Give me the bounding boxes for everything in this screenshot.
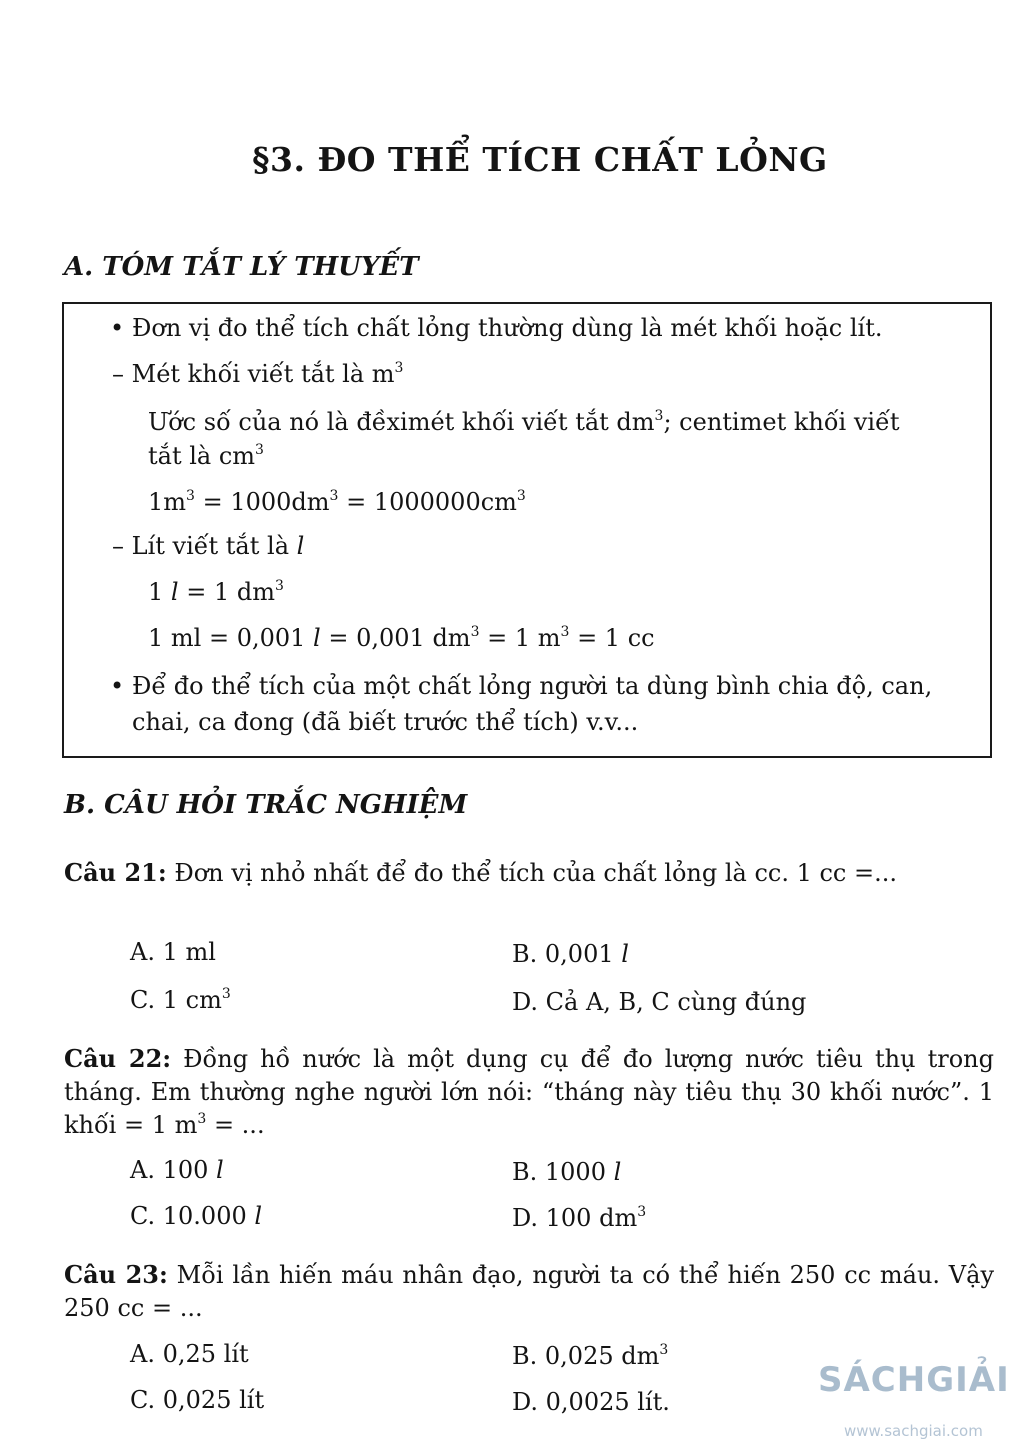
q23-option-a: A. 0,25 lít (130, 1340, 249, 1368)
q21-option-c: C. 1 $cm^3$ (130, 986, 231, 1014)
q22-option-d: D. 100 $dm^3$ (512, 1204, 647, 1232)
q22-option-a: A. 100 l (130, 1156, 224, 1184)
question-22: Câu 22: Đồng hồ nước là một dụng cụ để đo lượng nước tiêu thụ trong tháng. Em thường nghe người lớn nói: “tháng này tiêu thụ 30 khối nước”. 1 khối = 1 $m^3$ = ... (64, 1044, 995, 1139)
q21-option-a: A. 1 ml (130, 938, 216, 966)
theory-equation-1: $1m^3 = 1000dm^3 = 1000000cm^3$ (148, 488, 526, 516)
question-21: Câu 21: Đơn vị nhỏ nhất để đo thể tích của chất lỏng là cc. 1 cc =... (64, 858, 897, 887)
q23-option-c: C. 0,025 lít (130, 1386, 265, 1414)
watermark-logo: SÁCHGIẢI (818, 1360, 1010, 1400)
theory-cubic-meter: – Mét khối viết tắt là $m^3$ (112, 360, 404, 388)
theory-submultiples-cont: tắt là $cm^3$ (148, 442, 264, 470)
section-b-heading: B. CÂU HỎI TRẮC NGHIỆM (64, 790, 468, 820)
q21-option-d: D. Cả A, B, C cùng đúng (512, 988, 807, 1016)
theory-equation-3: 1 ml = 0,001 l = 0,001 $dm^3 = 1$ $m^3 = 1$ cc (148, 624, 655, 652)
watermark-url: www.sachgiai.com (844, 1422, 983, 1440)
theory-equation-2: 1 l = 1 $dm^3$ (148, 578, 284, 606)
theory-summary-box (62, 302, 992, 758)
q22-option-b: B. 1000 l (512, 1158, 622, 1186)
theory-bullet-2-cont: chai, ca đong (đã biết trước thể tích) v.v... (132, 708, 639, 736)
q21-option-b: B. 0,001 l (512, 940, 629, 968)
page-title: §3. ĐO THỂ TÍCH CHẤT LỎNG (252, 140, 828, 179)
bullet-icon: • (110, 672, 125, 700)
theory-submultiples: Ước số của nó là đềximét khối viết tắt $dm^3$; centimet khối viết (148, 408, 900, 436)
q23-option-b: B. 0,025 $dm^3$ (512, 1342, 669, 1370)
q23-option-d: D. 0,0025 lít. (512, 1388, 670, 1416)
site-watermark (818, 1360, 1024, 1448)
q22-option-c: C. 10.000 l (130, 1202, 263, 1230)
section-a-heading: A. TÓM TẮT LÝ THUYẾT (64, 252, 419, 282)
theory-bullet-1: • Đơn vị đo thể tích chất lỏng thường dùng là mét khối hoặc lít. (110, 314, 883, 342)
question-23: Câu 23: Mỗi lần hiến máu nhân đạo, người ta có thể hiến 250 cc máu. Vậy 250 cc = ... (64, 1260, 994, 1322)
bullet-icon: • (110, 314, 125, 342)
theory-bullet-2: • Để đo thể tích của một chất lỏng người ta dùng bình chia độ, can, (110, 672, 933, 700)
theory-liter: – Lít viết tắt là l (112, 532, 305, 560)
